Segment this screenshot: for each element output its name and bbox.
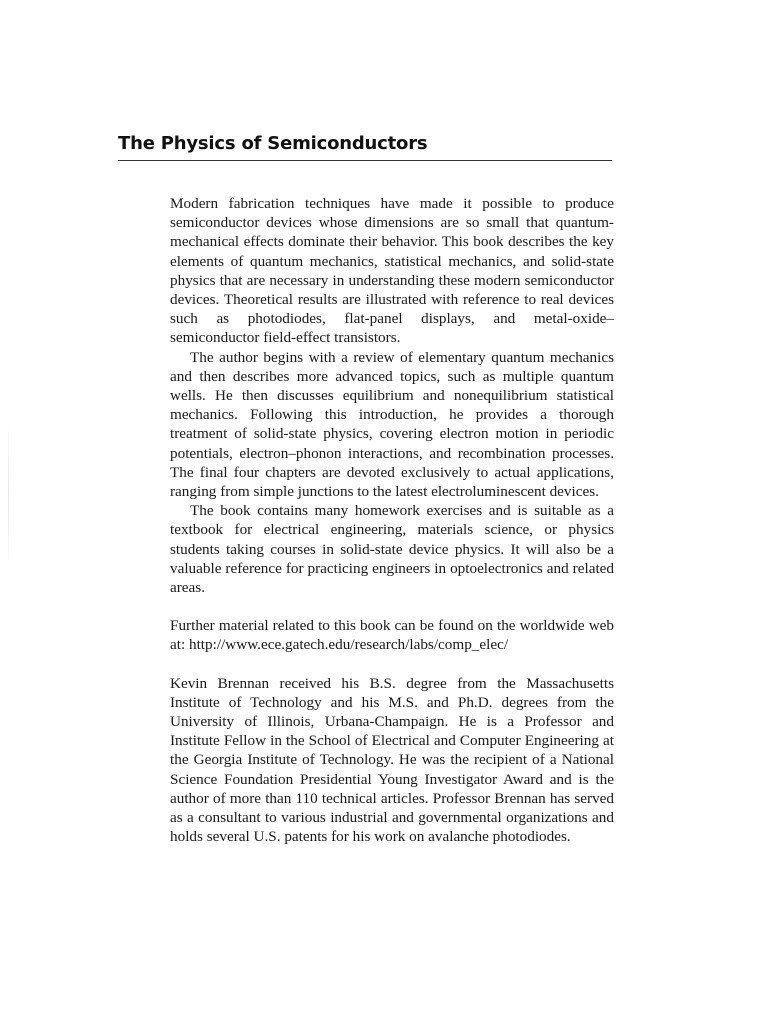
page-title: The Physics of Semiconductors: [118, 133, 428, 154]
web-material-paragraph: Further material related to this book can be found on the worldwide web at: http://www.ece.gatech.edu/research/labs/comp_elec/: [170, 617, 614, 654]
description-text: [170, 194, 614, 847]
intro-paragraph: Modern fabrication techniques have made it possible to produce semiconductor devices whose dimensions are so small that quantum-mechanical effects dominate their behavior. This book describes the key elements of quantum mechanics, statistical mechanics, and solid-state physics that are necessary in understanding these modern semiconductor devices. Theoretical results are illustrated with reference to real devices such as photodiodes, flat-panel displays, and metal-oxide–semiconductor field-effect transistors.: [170, 195, 614, 347]
title-rule: [118, 160, 612, 161]
author-bio-paragraph: Kevin Brennan received his B.S. degree from the Massachusetts Institute of Technology and his M.S. and Ph.D. degrees from the University of Illinois, Urbana-Champaign. He is a Professor and Institute Fellow in the School of Electrical and Computer Engineering at the Georgia Institute of Technology. He was the recipient of a National Science Foundation Presidential Young Investigator Award and is the author of more than 110 technical articles. Professor Brennan has served as a consultant to various industrial and governmental organizations and holds several U.S. patents for his work on avalanche photodiodes.: [170, 674, 614, 846]
author-overview-paragraph: The author begins with a review of elementary quantum mechanics and then describes more advanced topics, such as multiple quantum wells. He then discusses equilibrium and nonequilibrium statistical mechanics. Following this introduction, he provides a thorough treatment of solid-state physics, covering electron motion in periodic potentials, electron–phonon interactions, and recombination processes. The final four chapters are devoted exclusively to actual applications, ranging from simple junctions to the latest electroluminescent devices.: [170, 348, 614, 501]
audience-paragraph: The book contains many homework exercises and is suitable as a textbook for electrical engineering, materials science, or physics students taking courses in solid-state device physics. It will also be a valuable reference for practicing engineers in optoelectronics and related areas.: [170, 502, 614, 597]
scan-artifact: [8, 420, 9, 570]
